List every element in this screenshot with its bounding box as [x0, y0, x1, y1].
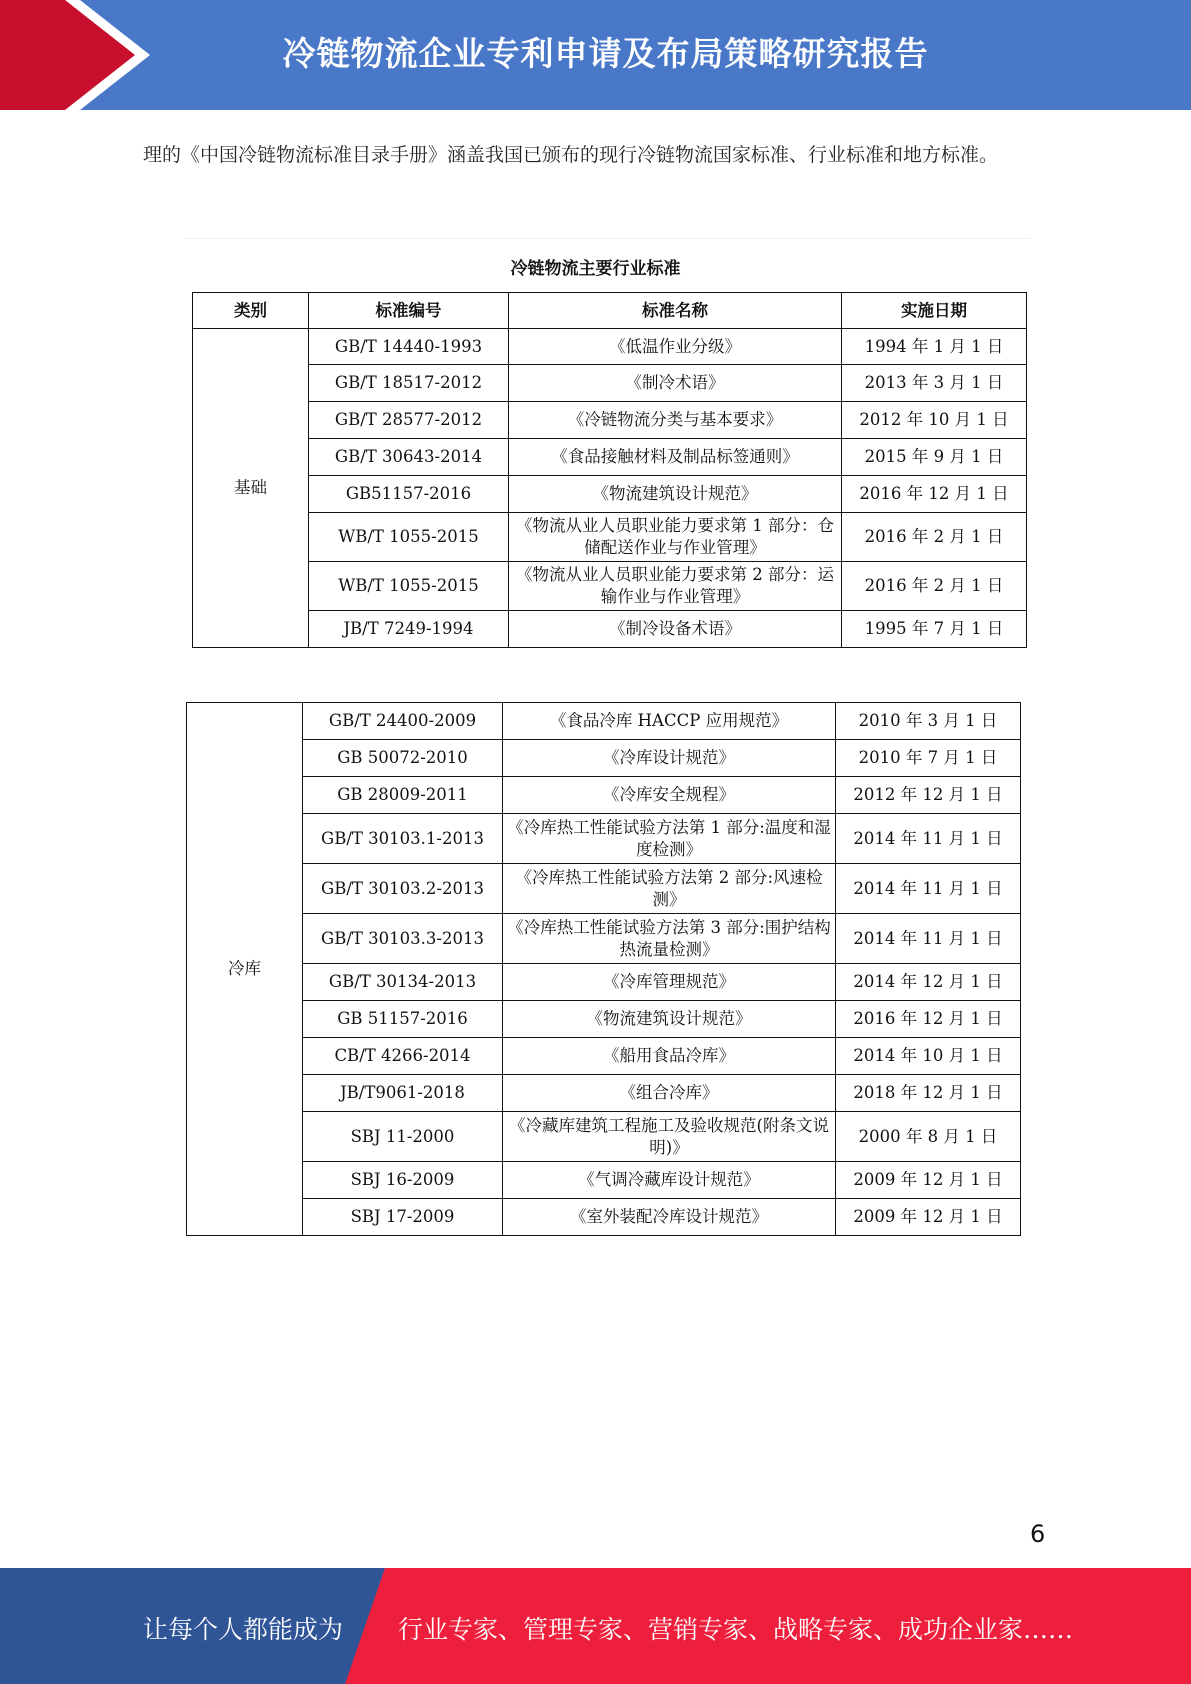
standard-name: 《制冷术语》: [509, 365, 842, 402]
table-row: [187, 1075, 1021, 1112]
table-row: [193, 402, 1027, 439]
standard-name: 《物流从业人员职业能力要求第 2 部分：运输作业与作业管理》: [509, 562, 842, 611]
effective-date: 2009 年 12 月 1 日: [836, 1199, 1021, 1236]
page-number: 6: [1030, 1520, 1046, 1548]
table-row: [187, 1199, 1021, 1236]
standard-code: WB/T 1055-2015: [309, 513, 509, 562]
effective-date: 2014 年 11 月 1 日: [836, 864, 1021, 914]
table-row: [187, 1001, 1021, 1038]
table-row: [187, 814, 1021, 864]
effective-date: 2010 年 7 月 1 日: [836, 740, 1021, 777]
column-header: 标准编号: [309, 293, 509, 329]
standard-name: 《物流建筑设计规范》: [503, 1001, 836, 1038]
standard-name: 《冷藏库建筑工程施工及验收规范(附条文说明)》: [503, 1112, 836, 1162]
effective-date: 2016 年 2 月 1 日: [842, 562, 1027, 611]
table-row: [193, 365, 1027, 402]
intro-paragraph: 理的《中国冷链物流标准目录手册》涵盖我国已颁布的现行冷链物流国家标准、行业标准和地方标准。: [143, 144, 999, 166]
standard-name: 《冷库热工性能试验方法第 3 部分:围护结构热流量检测》: [503, 914, 836, 964]
standard-name: 《冷库管理规范》: [503, 964, 836, 1001]
footer-slogan-right: 行业专家、管理专家、营销专家、战略专家、成功企业家……: [398, 1615, 1074, 1644]
table-header-row: [193, 293, 1027, 329]
table-row: [193, 562, 1027, 611]
effective-date: 2015 年 9 月 1 日: [842, 439, 1027, 476]
standard-code: CB/T 4266-2014: [303, 1038, 503, 1075]
standard-name: 《冷库热工性能试验方法第 1 部分:温度和湿度检测》: [503, 814, 836, 864]
effective-date: 2016 年 12 月 1 日: [836, 1001, 1021, 1038]
column-header: 标准名称: [509, 293, 842, 329]
table-row: [193, 513, 1027, 562]
effective-date: 2016 年 12 月 1 日: [842, 476, 1027, 513]
page-footer: [0, 1568, 1191, 1684]
effective-date: 2013 年 3 月 1 日: [842, 365, 1027, 402]
effective-date: 2012 年 10 月 1 日: [842, 402, 1027, 439]
standard-name: 《物流建筑设计规范》: [509, 476, 842, 513]
table-row: [187, 777, 1021, 814]
standard-name: 《室外装配冷库设计规范》: [503, 1199, 836, 1236]
column-header: 实施日期: [842, 293, 1027, 329]
standard-name: 《制冷设备术语》: [509, 611, 842, 648]
standard-code: JB/T9061-2018: [303, 1075, 503, 1112]
standard-code: GB/T 30103.1-2013: [303, 814, 503, 864]
standard-code: SBJ 17-2009: [303, 1199, 503, 1236]
standard-code: GB 28009-2011: [303, 777, 503, 814]
table-row: [187, 1162, 1021, 1199]
effective-date: 2014 年 10 月 1 日: [836, 1038, 1021, 1075]
effective-date: 2014 年 11 月 1 日: [836, 914, 1021, 964]
table-row: [193, 439, 1027, 476]
category-cell: 冷库: [187, 703, 303, 1236]
table-row: [187, 1038, 1021, 1075]
effective-date: 2014 年 11 月 1 日: [836, 814, 1021, 864]
standard-name: 《冷库设计规范》: [503, 740, 836, 777]
standard-code: GB/T 28577-2012: [309, 402, 509, 439]
effective-date: 1995 年 7 月 1 日: [842, 611, 1027, 648]
standard-name: 《冷库安全规程》: [503, 777, 836, 814]
footer-slogan-left: 让每个人都能成为: [143, 1615, 344, 1644]
standard-code: GB/T 30103.2-2013: [303, 864, 503, 914]
standards-table-cold-storage: [186, 702, 1021, 1236]
standard-code: SBJ 16-2009: [303, 1162, 503, 1199]
table-row: [187, 703, 1021, 740]
standard-code: GB/T 18517-2012: [309, 365, 509, 402]
standard-name: 《船用食品冷库》: [503, 1038, 836, 1075]
standard-name: 《物流从业人员职业能力要求第 1 部分：仓储配送作业与作业管理》: [509, 513, 842, 562]
standard-code: GB/T 30134-2013: [303, 964, 503, 1001]
standard-code: GB 51157-2016: [303, 1001, 503, 1038]
table-row: [187, 740, 1021, 777]
standards-table-basic: [192, 292, 1027, 648]
standard-code: WB/T 1055-2015: [309, 562, 509, 611]
standard-name: 《气调冷藏库设计规范》: [503, 1162, 836, 1199]
standard-code: GB 50072-2010: [303, 740, 503, 777]
effective-date: 2009 年 12 月 1 日: [836, 1162, 1021, 1199]
category-cell: 基础: [193, 329, 309, 648]
table-row: [187, 864, 1021, 914]
page-header: [0, 0, 1191, 110]
standard-code: JB/T 7249-1994: [309, 611, 509, 648]
report-title: 冷链物流企业专利申请及布局策略研究报告: [282, 34, 929, 73]
effective-date: 2016 年 2 月 1 日: [842, 513, 1027, 562]
standard-code: GB/T 30103.3-2013: [303, 914, 503, 964]
standard-name: 《低温作业分级》: [509, 329, 842, 365]
standard-name: 《食品接触材料及制品标签通则》: [509, 439, 842, 476]
standard-name: 《组合冷库》: [503, 1075, 836, 1112]
table-row: [193, 611, 1027, 648]
divider: [185, 238, 1030, 239]
table-title: 冷链物流主要行业标准: [510, 259, 681, 279]
standard-code: GB51157-2016: [309, 476, 509, 513]
standard-name: 《食品冷库 HACCP 应用规范》: [503, 703, 836, 740]
table-row: [193, 476, 1027, 513]
standard-code: GB/T 24400-2009: [303, 703, 503, 740]
effective-date: 2012 年 12 月 1 日: [836, 777, 1021, 814]
table-row: [187, 1112, 1021, 1162]
column-header: 类别: [193, 293, 309, 329]
standard-code: SBJ 11-2000: [303, 1112, 503, 1162]
table-row: [187, 964, 1021, 1001]
effective-date: 1994 年 1 月 1 日: [842, 329, 1027, 365]
standard-code: GB/T 30643-2014: [309, 439, 509, 476]
standard-code: GB/T 14440-1993: [309, 329, 509, 365]
effective-date: 2014 年 12 月 1 日: [836, 964, 1021, 1001]
table-row: [187, 914, 1021, 964]
effective-date: 2010 年 3 月 1 日: [836, 703, 1021, 740]
table-row: [193, 329, 1027, 365]
standard-name: 《冷库热工性能试验方法第 2 部分:风速检测》: [503, 864, 836, 914]
effective-date: 2000 年 8 月 1 日: [836, 1112, 1021, 1162]
effective-date: 2018 年 12 月 1 日: [836, 1075, 1021, 1112]
standard-name: 《冷链物流分类与基本要求》: [509, 402, 842, 439]
